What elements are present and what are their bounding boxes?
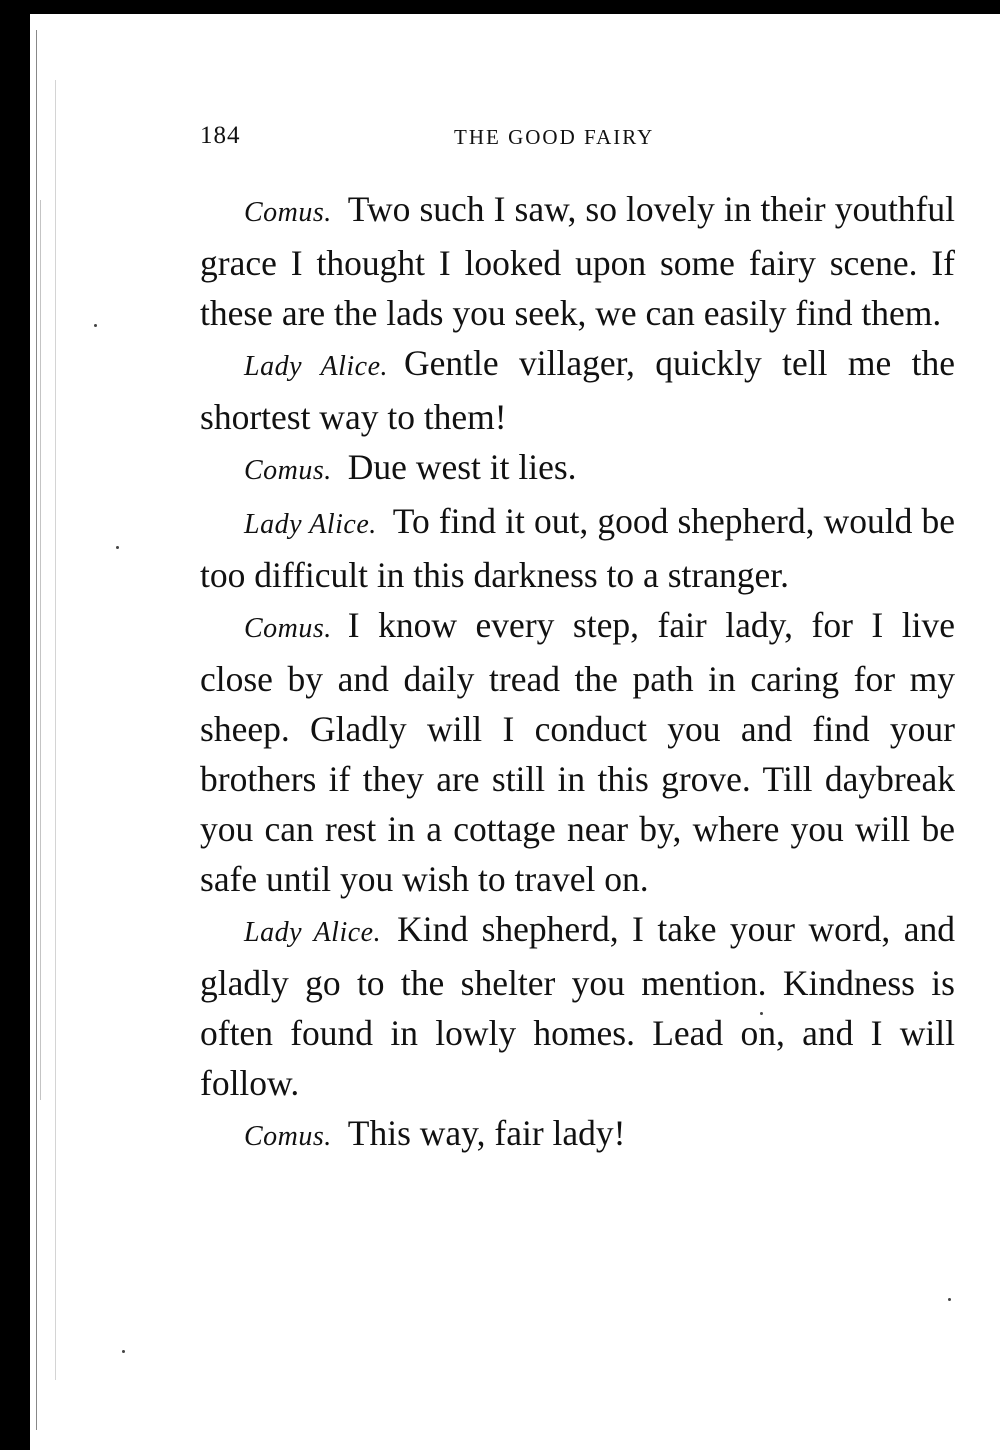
- dialogue-text: Due west it lies.: [347, 447, 577, 487]
- dialogue-text: I know every step, fair lady, for I live close by and daily tread the path in caring for my sheep. Gladly will I conduct you and find your brothers if they are still in this grove. Till daybreak you can rest in a cottage near by, where you will be safe until you wish to travel on.: [200, 605, 955, 899]
- dialogue-paragraph: [200, 442, 955, 496]
- page-header: [200, 122, 955, 156]
- gutter-line: [36, 30, 37, 1430]
- scan-top-border: [0, 0, 1000, 14]
- scan-speck: [948, 1298, 951, 1301]
- dialogue-text: This way, fair lady!: [347, 1113, 626, 1153]
- dialogue-paragraph: [200, 600, 955, 904]
- gutter-line: [55, 80, 56, 1380]
- dialogue-text: Kind shepherd, I take your word, and gladly go to the shelter you mention. Kindness is often found in lowly homes. Lead on, and I will follow.: [200, 909, 956, 1103]
- scan-speck: [122, 1350, 125, 1353]
- speaker-name: Comus.: [244, 1121, 332, 1152]
- scan-speck: [116, 546, 119, 549]
- speaker-name: Lady Alice.: [244, 917, 382, 948]
- running-head: THE GOOD FAIRY: [454, 125, 655, 149]
- scan-speck: [94, 324, 97, 327]
- dialogue-text: Gentle villager, quickly tell me the shortest way to them!: [200, 343, 956, 437]
- page-number: 184: [200, 122, 241, 149]
- text-body: [200, 184, 955, 1162]
- dialogue-paragraph: [200, 496, 955, 600]
- speaker-name: Comus.: [244, 455, 332, 486]
- speaker-name: Lady Alice.: [244, 509, 377, 540]
- speaker-name: Comus.: [244, 613, 332, 644]
- dialogue-text: To find it out, good shepherd, would be too difficult in this darkness to a stranger.: [200, 501, 955, 595]
- dialogue-paragraph: [200, 1108, 955, 1162]
- dialogue-paragraph: [200, 338, 955, 442]
- dialogue-text: Two such I saw, so lovely in their youthful grace I thought I looked upon some fairy scene. If these are the lads you seek, we can easily find them.: [200, 189, 955, 333]
- speaker-name: Comus.: [244, 197, 332, 228]
- scan-binding-shadow: [0, 0, 30, 1450]
- dialogue-paragraph: [200, 904, 955, 1108]
- dialogue-paragraph: [200, 184, 955, 338]
- gutter-line: [40, 200, 41, 1100]
- speaker-name: Lady Alice.: [244, 351, 389, 382]
